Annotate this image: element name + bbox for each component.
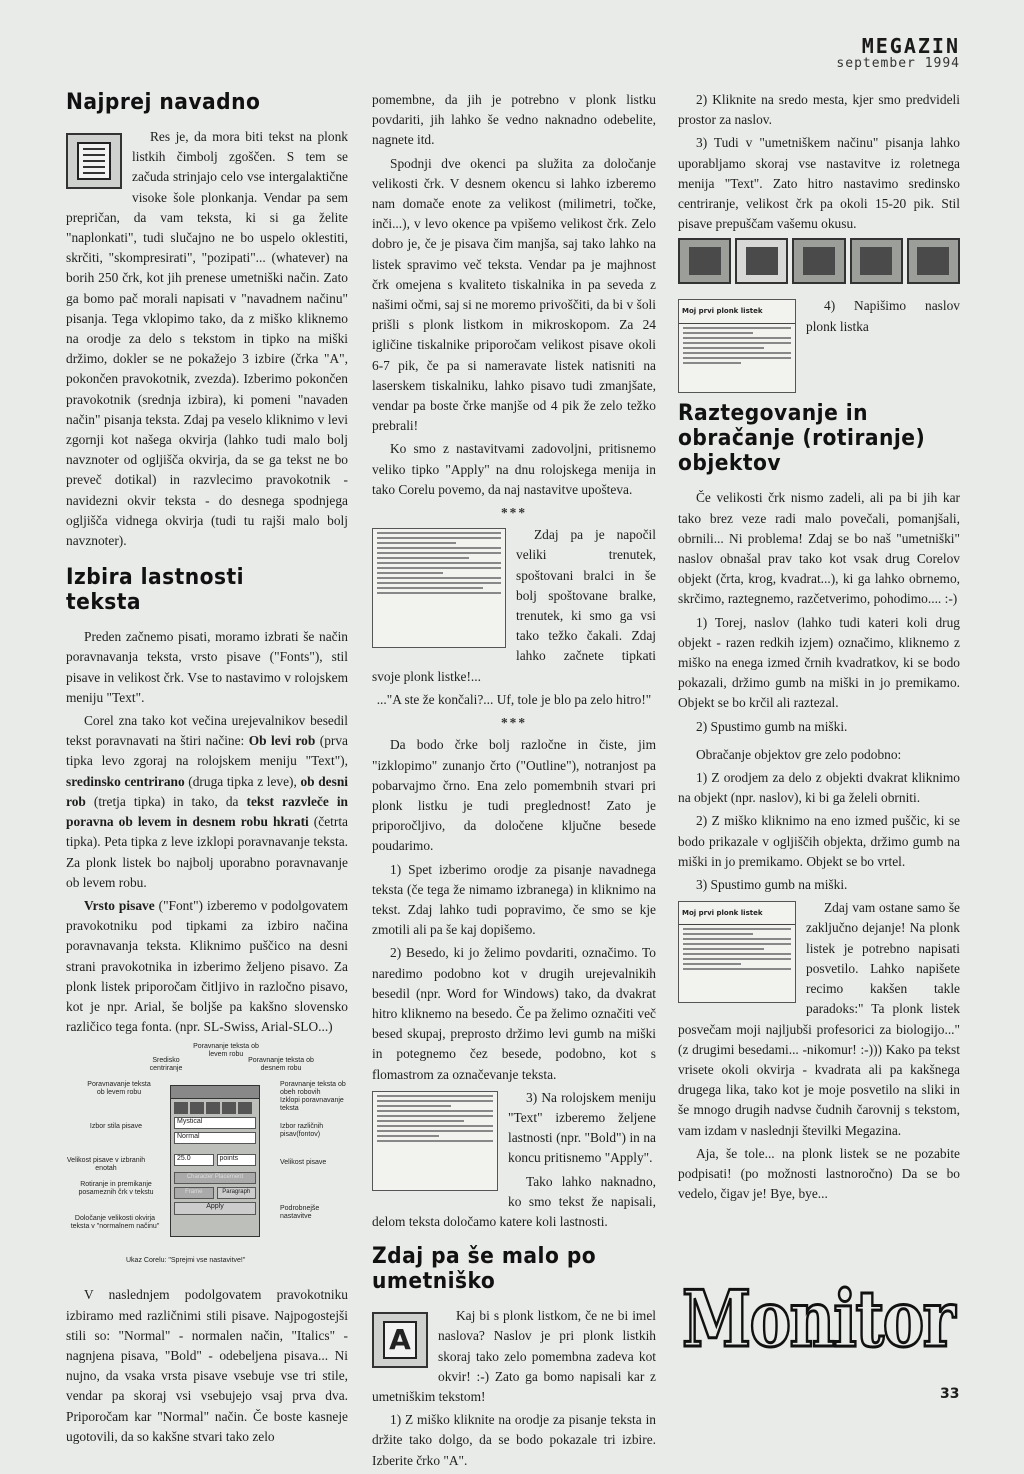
diagram-label: Podrobnejše nastavitve (280, 1205, 320, 1221)
no-align-button[interactable] (907, 238, 960, 284)
paragraph: 1) Spet izberimo orodje za pisanje navadnega teksta (če tega že nimamo izbranega) in kliknimo na tekst. Zdaj lahko tudi popravimo, če smo se kje zmotili ali pa še kaj dopišemo. (372, 861, 656, 938)
justify-button[interactable] (850, 238, 903, 284)
apply-button[interactable]: Apply (174, 1202, 256, 1215)
section-title-izbira: Izbira lastnosti teksta (66, 565, 245, 616)
paragraph: Vrsto pisave ("Font") izberemo v podolgovatem pravokotniku pod tipkami za izbiro načina poravnavanja teksta. Kliknimo puščico na desni strani pravokotnika in izberimo željeno pisavo. Za plonk listek priporočam čitljivo in razločno pisavo, kot je npr. Arial, še boljše pa kakšno slovensko različico tega fonta. (npr. SL-Swiss, Arial-SLO...) (66, 897, 348, 1035)
paragraph: 1) Z orodjem za delo z objekti dvakrat kliknimo na objekt (npr. naslov), ki bi ga želeli obrniti. (678, 770, 960, 806)
frame-button[interactable]: Frame (174, 1187, 214, 1199)
page-number: 33 (940, 1386, 960, 1402)
column-3 (678, 90, 960, 1207)
plonk-listek-screenshot (678, 901, 796, 1003)
paragraph: 1) Z miško kliknite na orodje za pisanje teksta in držite tako dolgo, da se bodo pokazale tri izbire. Izberite črko "A". (372, 1412, 656, 1468)
diagram-label: Sredisko centriranje (149, 1057, 183, 1073)
paragraph: 2) Kliknite na sredo mesta, kjer smo predvideli prostor za naslov. (678, 92, 960, 128)
masthead (836, 34, 960, 71)
artistic-text-icon: A (372, 1312, 428, 1368)
align-right-button[interactable] (792, 238, 845, 284)
column-1 (66, 90, 348, 1450)
paragraph: 2) Spustimo gumb na miški. (696, 718, 848, 734)
font-field[interactable]: Mystical (174, 1117, 256, 1129)
issue-date: september 1994 (836, 56, 960, 71)
diagram-label: Izbor stila pisave (89, 1123, 143, 1131)
paragraph: Corel zna tako kot večina urejevalnikov besedil tekst poravnavati na štiri načine: Ob levi rob (prva tipka levo zgoraj na rolojskem meniju "Text"), sredinsko centrirano (druga tipka z leve), ob desni rob (tretja tipka) in tako, da tekst razvleče in poravna ob levem in desnem robu hkrati (četrta tipka). Peta tipka z leve izklopi poravnavanje teksta. Za plonk listek bo najbolj uporabno poravnavanje ob levem robu. (66, 713, 348, 890)
plonk-listek-screenshot (372, 528, 506, 648)
diagram-label: Poravnanje teksta ob desnem robu (248, 1057, 314, 1073)
diagram-label: Poravnavanje teksta ob levem robu (87, 1081, 151, 1097)
paragraph: Spodnji dve okenci pa služita za določanje velikosti črk. V desnem okencu si lahko izberemo nam domače enote za velikost (milimetri, točke, inči...), v levo okence pa vpišemo velikost črk. Zelo dobro je, če je pisava čim manjša, saj tako lahko na listek spravimo več teksta. Vendar pa je majhnost črk omejena s kvaliteto tiskalnika in pa seveda z našimi očmi, saj si ne moremo privoščiti, da bi v šoli prišli s plonk listkom in mikroskopom. Za 24 igličine tiskalnike priporočam velikost pisave okoli 6-7 pik, če pa si nameravate listek natisniti na laserskem tiskalniku, lahko pisavo tudi zmanjšate, vendar pa boste črke manjše od 4 pik že zelo težko prebrali! (372, 155, 656, 434)
column-2 (372, 90, 656, 1474)
paragraph: Zdaj vam ostane samo še zaključno dejanje! Na plonk listek je potrebno napisati posvetilo. Lahko napišete recimo kakšen takle paradoks:" Ta plonk listek posvečam moji najljubši profesorici za biologijo..." (z drugimi besedami... -nikomur! :-))) Kako pa tekst vrisete okoli okvirja - kvadrata ali pa kakšnega drugega lika, tako kot je moje posvetilo na sliki in še mnogo drugih nadvse čudnih čarovnij s tekstom, vam izdam v naslednji številki Megazina. (678, 900, 960, 1138)
diagram-label: Poravnanje teksta ob levem robu (193, 1043, 259, 1059)
diagram-label: Izklopi poravnavanje teksta (280, 1097, 344, 1113)
paragraph: 3) Spustimo gumb na miški. (696, 877, 848, 893)
paragraph: Aja, še tole... na plonk listek se ne pozabite podpisati! (po možnosti lastnoročno) Da se bo vedelo, čigav je! Bye, bye... (678, 1145, 960, 1202)
paragraph: 2) Z miško kliknimo na eno izmed puščic, ki se bodo prikazale v ogljiščih objekta, držimo gumb na miški in jo premikamo. Objekt se bo vrtel. (678, 813, 960, 869)
section-title-najprej: Najprej navadno (66, 90, 261, 115)
section-divider: *** (500, 505, 528, 521)
diagram-label: Določanje velikosti okvirja teksta v "normalnem načinu" (70, 1215, 160, 1231)
monitor-logo: Monitor (682, 1273, 954, 1365)
unit-field[interactable]: points (217, 1154, 257, 1166)
diagram-label: Velikost pisave (280, 1159, 327, 1167)
paragraph: Kaj bi s plonk listkom, če ne bi imel naslova? Naslov je pri plonk listkih skoraj tako zelo pomembna zadeva kot okvir! :-) Zato ga bomo napisali kar z umetniškim tekstom! (372, 1308, 656, 1404)
character-placement-button[interactable]: Character Placement (174, 1172, 256, 1184)
style-field[interactable]: Normal (174, 1132, 256, 1144)
diagram-label: Rotiranje in premikanje posameznih črk v tekstu (78, 1181, 154, 1197)
paragraph: Če velikosti črk nismo zadeli, ali pa bi jih kar tako brez veze radi malo povečali, pomanjšali, obrnili... Ni problema! Zdaj se bo naš "umetniški" naslov obnašal prav tako kot vsak drug Corelov objekt (črta, krog, kvadrat...), ki ga lahko obrnemo, skrčimo, raztegnemo, razčetverimo, pohodimo.... :-) (678, 490, 960, 607)
section-title-raztegovanje: Raztegovanje in obračanje (rotiranje) objektov (678, 401, 926, 477)
paragraph: 3) Tudi v "umetniškem načinu" pisanja lahko uporabljamo skoraj vse nastavitve iz roletnega menija "Text". Zato hitro nastavimo sredinsko centriranje, velikost črk pa okoli 15-20 pik. Stil pisave prepuščam vašemu okusu. (678, 135, 960, 232)
diagram-label: Velikost pisave v izbranih enotah (66, 1157, 146, 1173)
paragraph: Zdaj pa je napočil veliki trenutek, spoštovani bralci in še bolj spoštovane bralke, trenutek, ki smo ga vsi tako težko čakali. Zdaj lahko začnete tipkati svoje plonk listke!... (372, 527, 656, 684)
paragraph: 4) Napišimo naslov plonk listka (806, 298, 960, 334)
plonk-title: Moj prvi plonk listek (679, 902, 795, 925)
diagram-label: Poravnanje teksta ob obeh robovih (280, 1081, 346, 1097)
paragraph: Preden začnemo pisati, moramo izbrati še način poravnavanja teksta, vrsto pisave ("Fonts"), stil pisave in velikost črk. Vse to nastavimo v rolojskem meniju "Text". (66, 629, 348, 705)
section-divider: *** (500, 715, 528, 731)
text-rollup-diagram (66, 1043, 348, 1275)
plonk-listek-screenshot (372, 1091, 498, 1191)
paragraph: 1) Torej, naslov (lahko tudi kateri koli drug objekt - razen redkih izjem) označimo, kliknemo z miško na enega izmed črnih kvadratkov, ki se bodo pokazali, držimo gumb na miški in jo premikamo. Objekt se bo krčil ali raztezal. (678, 614, 960, 711)
plonk-listek-screenshot (678, 299, 796, 393)
quote: ..."A ste že končali?... Uf, tole je blo pa zelo hitro!" (376, 691, 652, 707)
paragraph: Tako lahko naknadno, ko smo tekst že napisali, delom teksta določamo katere koli lastnosti. (372, 1173, 656, 1229)
diagram-caption: Ukaz Corelu: "Sprejmi vse nastavitve!" (126, 1257, 246, 1265)
paragraph: pomembne, da jih je potrebno v plonk listku povdariti, jih lahko še vedno naknadno odebelite, nagnete itd. (372, 92, 656, 148)
paragraph: 2) Besedo, ki jo želimo povdariti, označimo. To naredimo podobno kot v drugih urejevalnikih besedil (npr. Word for Windows) tako, da dvakrat hitro kliknemo na besedo. Če pa želimo označiti več besed skupaj, preprosto držimo levi gumb na miški in potegnemo čez besede, podobno, kot s flomastrom za označevanje teksta. (372, 945, 656, 1082)
diagram-label: Izbor različnih pisav(fontov) (280, 1123, 324, 1139)
text-frame-icon (66, 133, 122, 189)
size-field[interactable]: 25.0 (174, 1154, 214, 1166)
paragraph: 3) Na rolojskem meniju "Text" izberemo željene lastnosti (npr. "Bold") in na koncu pritisnemo "Apply". (508, 1089, 656, 1166)
paragraph: Res je, da mora biti tekst na plonk listkih čimbolj zgoščen. S tem se začuda strinjajo celo vse intergalaktične visoke šole plonkanja. Vendar pa sem prepričan, da vam teksta, ki si ga želite "naplonkati", tudi slučajno ne bo uspelo oklestiti, skrčiti, "skompresirati", "pozipati"... (whatever) na borih 250 črk, kot jih prenese umetniški način. Zato ga bomo pač morali napisati v "navadnem načinu" pisanja. Tega vklopimo tako, da z miško kliknemo na orodje za delo s tekstom in tipko na miški držimo, dokler se ne pokažejo 3 izbire (črka "A", pokončen pravokotnik, zvezda). Izberimo pokončen pravokotnik (srednja izbira), ki pomeni "navaden način" pisanja teksta. Zdaj pa veselo kliknimo v levi zgornji kot našega okvirja (lahko tudi malo bolj navznoter od ogljišča okvirja, da se ga tekst ne bo preveč dotikal) in razvlecimo pravokotnik -navidezni okvir teksta - do desnega spodnjega ogljišča vidnega okvirja (tudi tu rajši malo bolj navznoter). (66, 129, 348, 549)
align-center-button[interactable] (735, 238, 788, 284)
paragraph: Da bodo črke bolj razločne in čiste, jim "izklopimo" zunanjo črto ("Outline"), notranjost pa pobarvajmo črno. Ena zelo pomembnih stvari pri plonk listku je tudi preglednost! Zato je priporočljivo, da določene ključne besede poudarimo. (372, 737, 656, 854)
plonk-title: Moj prvi plonk listek (679, 300, 795, 323)
paragraph-button[interactable]: Paragraph (217, 1187, 257, 1199)
alignment-toolbar (678, 238, 960, 284)
text-rollup-panel (170, 1085, 260, 1237)
paragraph: Obračanje objektov gre zelo podobno: (696, 746, 902, 762)
paragraph: V naslednjem podolgovatem pravokotniku izbiramo med različnimi stili pisave. Najpogostejši stili so: "Normal" - normalen način, "Italics" - nagnjena pisava, "Bold" - odebeljena pisava... Ni nujno, da vsaka vrsta pisave vsebuje vse tri stile, vendar pa skoraj vsi vsebujejo vsaj prva dva. Priporočam kar "Normal" način. Če boste kasneje ugotovili, da so kakšne stvari tako zelo (66, 1287, 348, 1444)
align-left-button[interactable] (678, 238, 731, 284)
magazine-name: MEGAZIN (861, 34, 960, 58)
section-title-umetnisko: Zdaj pa še malo po umetniško (372, 1244, 597, 1295)
paragraph: Ko smo z nastavitvami zadovoljni, pritisnemo veliko tipko "Apply" na dnu rolojskega menija in tako Corelu povemo, da naj nastavitve upošteva. (372, 441, 656, 497)
